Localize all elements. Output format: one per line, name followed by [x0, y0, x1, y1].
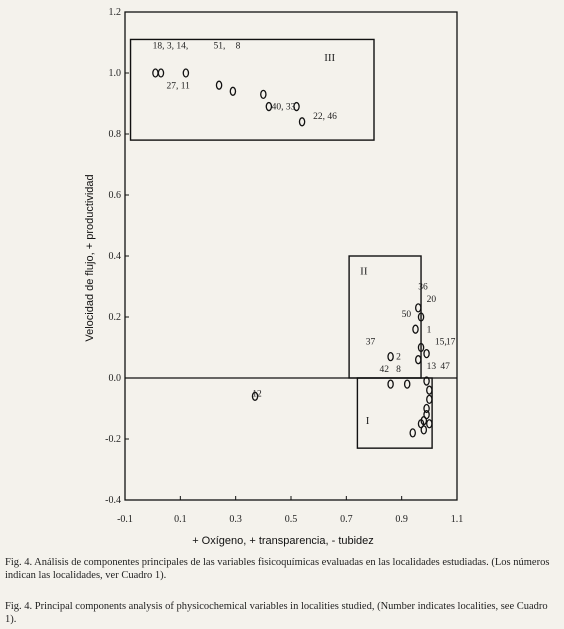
data-point	[230, 87, 235, 95]
figure-caption-spanish: Fig. 4. Análisis de componentes principales de las variables fisicoquímicas evaluadas en las localidades estudiadas. (Los números indican las localidades, ver Cuadro 1).	[5, 557, 550, 581]
x-tick-label: -0.1	[117, 514, 133, 525]
point-label: 36	[418, 282, 428, 293]
y-tick-label: 0.6	[108, 190, 121, 201]
data-point	[158, 69, 163, 77]
point-label: 12	[252, 389, 262, 400]
data-point	[153, 69, 158, 77]
y-tick-label: 1.2	[108, 7, 121, 18]
data-point	[261, 90, 266, 98]
region-label: I	[365, 414, 370, 427]
point-label: 15,	[434, 337, 447, 348]
y-tick-label: 1.0	[108, 68, 121, 79]
data-point	[388, 353, 393, 361]
point-label: 50	[401, 310, 412, 320]
point-label: 1	[426, 325, 432, 336]
point-label: 47	[440, 361, 450, 372]
y-tick-label: 0.8	[108, 129, 121, 140]
data-point	[427, 386, 432, 394]
y-tick-label: 0.2	[108, 312, 121, 323]
point-label: 17	[445, 337, 456, 348]
x-tick-label: 0.7	[340, 514, 353, 525]
x-tick-label: 0.1	[174, 514, 187, 525]
region-label: II	[360, 265, 368, 278]
y-tick-label: 0.4	[108, 251, 121, 262]
point-labels	[153, 42, 456, 400]
point-label: 42	[379, 364, 390, 375]
figure-caption-english: Fig. 4. Principal components analysis of physicochemical variables in localities studied, (Number indicates localities, see Cuadro 1).	[5, 601, 548, 625]
point-label: 2	[396, 352, 401, 363]
y-axis-label: Velocidad de flujo, + productividad	[84, 174, 96, 342]
point-label: 22, 46	[313, 111, 337, 122]
data-point	[416, 356, 421, 364]
point-label: 27, 11	[166, 81, 190, 92]
data-point	[410, 429, 415, 437]
data-point	[299, 118, 304, 126]
region-boxes	[131, 39, 433, 448]
region-box	[357, 378, 432, 448]
point-label: 8	[396, 364, 401, 375]
point-label: 18, 3, 14,	[152, 41, 189, 52]
x-tick-label: 0.9	[395, 514, 408, 525]
x-axis-label: + Oxígeno, + transparencia, - tubidez	[192, 535, 374, 547]
data-point	[416, 304, 421, 312]
point-label: 8	[235, 41, 241, 52]
point-label: 20	[426, 294, 437, 305]
data-point	[183, 69, 188, 77]
x-tick-label: 0.3	[229, 514, 242, 525]
y-tick-label: 0.0	[108, 373, 121, 384]
point-label: 51,	[213, 41, 226, 52]
point-label: 13	[426, 361, 437, 372]
data-point	[405, 380, 410, 388]
x-tick-label: 1.1	[450, 514, 464, 525]
y-tick-label: -0.4	[105, 495, 121, 506]
data-point	[421, 426, 426, 434]
point-label: 40, 33	[271, 102, 296, 113]
data-point	[424, 350, 429, 358]
point-label: 37	[365, 337, 376, 348]
data-points	[153, 69, 432, 437]
y-tick-label: -0.2	[105, 434, 121, 445]
x-tick-label: 0.5	[284, 514, 298, 525]
data-point	[427, 420, 432, 428]
tick-labels	[105, 7, 463, 525]
data-point	[427, 395, 432, 403]
region-label: III	[324, 51, 336, 64]
data-point	[216, 81, 221, 89]
data-point	[388, 380, 393, 388]
data-point	[413, 325, 418, 333]
